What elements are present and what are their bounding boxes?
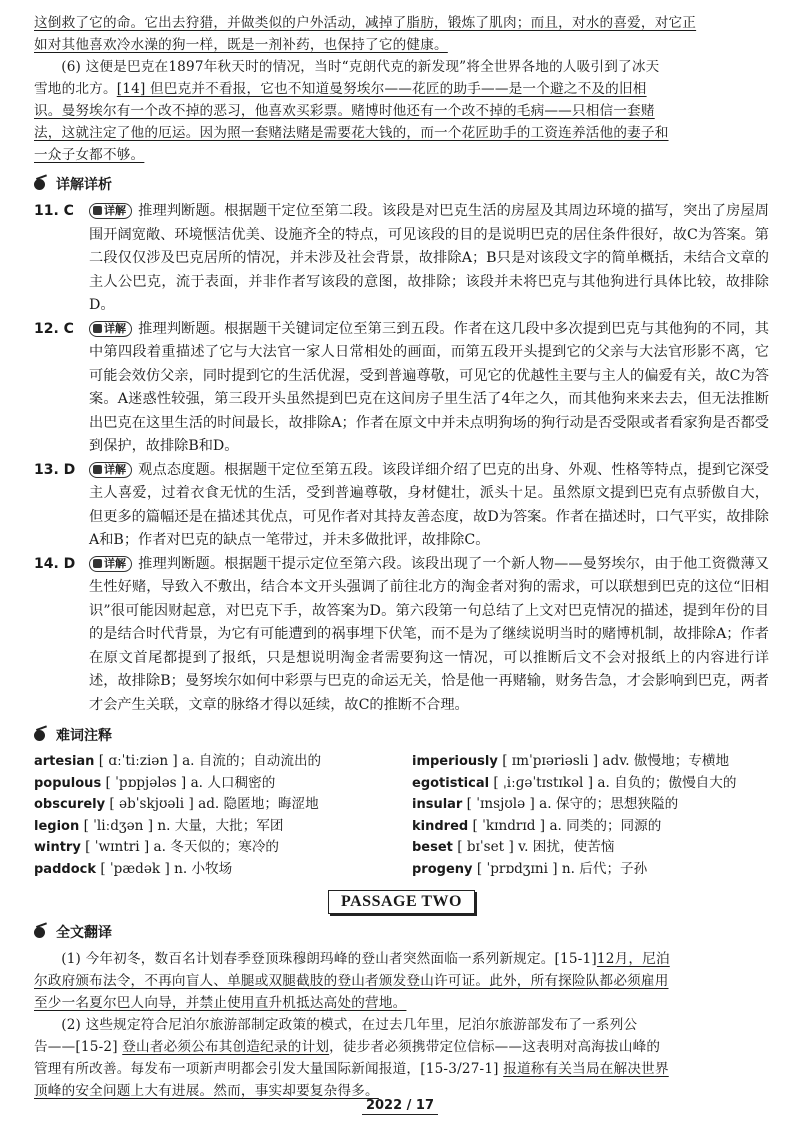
answer-number: 11. C bbox=[34, 203, 74, 219]
vocab-entry: populous [ ˈpɒpjələs ] a. 人口稠密的 bbox=[34, 774, 276, 791]
answer-item bbox=[34, 318, 769, 459]
vocab-entry: insular [ ˈɪnsjʊlə ] a. 保守的；思想狭隘的 bbox=[412, 796, 679, 812]
page-number-footer bbox=[0, 1098, 800, 1113]
section-header-vocab: 难词注释 bbox=[34, 725, 769, 745]
top-paragraph bbox=[34, 12, 769, 166]
pen-bullet-icon bbox=[34, 926, 50, 938]
vocab-entry: progeny [ ˈprɒdʒɪni ] n. 后代；子孙 bbox=[412, 860, 648, 877]
para6-line-1: (6) 这便是巴克在1897年秋天时的情况，当时“克朗代克的新发现”将全世界各地的人吸引到了冰天 bbox=[61, 59, 660, 75]
para6-line-4: 法，这就注定了他的厄运。因为照一套赌法赌是需要花大钱的，而一个花匠助手的工资连养活他的妻子和 bbox=[34, 125, 669, 141]
vocab-grid bbox=[34, 751, 769, 880]
tag-icon bbox=[93, 465, 102, 474]
translation-text bbox=[34, 948, 769, 1102]
trans2-line-2: 告——[15-2] 登山者必须公布其创造纪录的计划，徒步者必须携带定位信标——这表明对高海拔山峰的 bbox=[34, 1039, 661, 1055]
answer-list bbox=[34, 200, 769, 717]
vocab-entry: egotistical [ ˌiːɡəˈtɪstɪkəl ] a. 自负的；傲慢自大的 bbox=[412, 774, 737, 791]
answer-text: 推理判断题。根据题干关键词定位至第三到五段。作者在这几段中多次提到巴克与其他狗的不同，其中第四段着重描述了它与大法官一家人日常相处的画面，而第五段开头提到它的父亲与大法官形影不离，它可能会效仿父亲，同时提到它的生活优渥，受到普遍尊敬，可见它的优越性主要与主人的偏爱有关，故C为答案。A迷惑性较强，第三段开头虽然提到巴克在这间房子里生活了4年之久，而其他狗来来去去，但无法推断出巴克在这里生活的时间最长，故排除A；作者在原文中并未点明狗场的狗行动是否受限或者看家狗是否都受到保护，故排除B和D。 bbox=[89, 320, 769, 454]
top-line-2: 如对其他喜欢冷水澡的狗一样，既是一剂补药，也保持了它的健康。 bbox=[34, 37, 448, 53]
detail-tag: 详解 bbox=[89, 462, 132, 478]
vocab-entry: paddock [ ˈpædək ] n. 小牧场 bbox=[34, 860, 233, 877]
vocab-entry: imperiously [ ɪmˈpɪəriəsli ] adv. 傲慢地；专横地 bbox=[412, 753, 730, 769]
trans1-line-1: (1) 今年初冬，数百名计划春季登顶珠穆朗玛峰的登山者突然面临一系列新规定。[15-1]12月，尼泊 bbox=[61, 951, 670, 967]
tag-icon bbox=[93, 206, 102, 215]
answer-text: 推理判断题。根据题干提示定位至第六段。该段出现了一个新人物——曼努埃尔，由于他工资微薄又生性好赌，导致入不敷出，结合本文开头强调了前往北方的淘金者对狗的需求，可以联想到巴克的这位“旧相识”很可能因财起意，对巴克下手，故答案为D。第六段第一句总结了上文对巴克情况的描述，提到年份的目的是结合时代背景，为它有可能遭到的祸事埋下伏笔，而不是为了继续说明当时的赌博机制，故排除A；作者在原文首尾都提到了报纸，只是想说明淘金者需要狗这一情况，可以推断后文不会对报纸上的内容进行详述，故排除B；曼努埃尔如何中彩票与巴克的命运无关，恰是他一再赌输，财务告急，才会影响到巴克，两者才会产生关联，文章的脉络才得以延续，故C的推断不合理。 bbox=[89, 555, 769, 713]
trans2-line-3: 管理有所改善。每发布一项新声明都会引发大量国际新闻报道，[15-3/27-1] 报道称有关当局在解决世界 bbox=[34, 1061, 669, 1077]
vocab-entry: legion [ ˈliːdʒən ] n. 大量，大批；军团 bbox=[34, 817, 284, 834]
pen-bullet-icon bbox=[34, 178, 50, 190]
passage-title-box bbox=[34, 890, 769, 914]
answer-number: 13. D bbox=[34, 461, 76, 478]
answer-item bbox=[34, 200, 769, 318]
para6-line-5: 一众子女都不够。 bbox=[34, 147, 145, 163]
trans1-line-3: 至少一名夏尔巴人向导，并禁止使用直升机抵达高处的营地。 bbox=[34, 995, 407, 1011]
trans2-line-1: (2) 这些规定符合尼泊尔旅游部制定政策的模式，在过去几年里，尼泊尔旅游部发布了一系列公 bbox=[61, 1017, 638, 1033]
answer-item bbox=[34, 553, 769, 718]
page-number: 2022 / 17 bbox=[362, 1098, 438, 1115]
answer-text: 推理判断题。根据题干定位至第二段。该段是对巴克生活的房屋及其周边环境的描写，突出了房屋周围开阔宽敞、环境惬洁优美、设施齐全的特点，可见该段的目的是说明巴克的居住条件很好，故C为答案。第二段仅仅涉及巴克居所的情况，并未涉及社会背景，故排除A；B只是对该段文字的简单概括，未结合文章的主人公巴克，流于表面，并非作者写该段的意图，故排除；该段并未将巴克与其他狗进行具体比较，故排除D。 bbox=[89, 203, 769, 313]
page-content bbox=[34, 12, 769, 1102]
answer-number: 14. D bbox=[34, 555, 76, 572]
trans2-line-4: 顶峰的安全问题上大有进展。然而，事实却要复杂得多。 bbox=[34, 1083, 379, 1099]
answer-text: 观点态度题。根据题干定位至第五段。该段详细介绍了巴克的出身、外观、性格等特点，提到它深受主人喜爱，过着衣食无忧的生活，受到普遍尊敬，身材健壮，派头十足。虽然原文提到巴克有点骄傲自大，但更多的篇幅还是在描述其优点，可见作者对其持友善态度，故D为答案。作者在描述时，口气平实，故排除A和B；作者对巴克的缺点一笔带过，并未多做批评，故排除C。 bbox=[89, 461, 769, 548]
vocab-entry: beset [ bɪˈset ] v. 困扰，使苦恼 bbox=[412, 839, 615, 855]
section-header-translation: 全文翻译 bbox=[34, 922, 769, 942]
detail-tag: 详解 bbox=[89, 556, 132, 572]
tag-icon bbox=[93, 324, 102, 333]
vocab-entry: wintry [ ˈwɪntri ] a. 冬天似的；寒冷的 bbox=[34, 839, 280, 855]
detail-tag: 详解 bbox=[89, 321, 132, 337]
trans1-line-2: 尔政府颁布法令，不再向盲人、单腿或双腿截肢的登山者颁发登山许可证。此外，所有探险队都必须雇用 bbox=[34, 973, 669, 989]
top-line-1: 这倒救了它的命。它出去狩猎，并做类似的户外活动，减掉了脂肪，锻炼了肌肉；而且，对水的喜爱，对它正 bbox=[34, 15, 697, 31]
para6-line-3: 识。曼努埃尔有一个改不掉的恶习，他喜欢买彩票。赌博时他还有一个改不掉的毛病——只相信一套赌 bbox=[34, 103, 655, 119]
answer-item bbox=[34, 459, 769, 553]
tag-icon bbox=[93, 559, 102, 568]
passage-title: PASSAGE TWO bbox=[328, 890, 475, 914]
answer-number: 12. C bbox=[34, 320, 74, 337]
detail-tag: 详解 bbox=[89, 203, 132, 219]
pen-bullet-icon bbox=[34, 729, 50, 741]
vocab-entry: artesian [ ɑːˈtiːziən ] a. 自流的；自动流出的 bbox=[34, 753, 322, 769]
para6-line-2: 雪地的北方。[14] 但巴克并不看报，它也不知道曼努埃尔——花匠的助手——是一个避之不及的旧相 bbox=[34, 81, 647, 97]
vocab-entry: obscurely [ əbˈskjʊəli ] ad. 隐匿地；晦涩地 bbox=[34, 796, 319, 812]
section-header-detail: 详解详析 bbox=[34, 174, 769, 194]
vocab-entry: kindred [ ˈkɪndrɪd ] a. 同类的；同源的 bbox=[412, 817, 662, 834]
